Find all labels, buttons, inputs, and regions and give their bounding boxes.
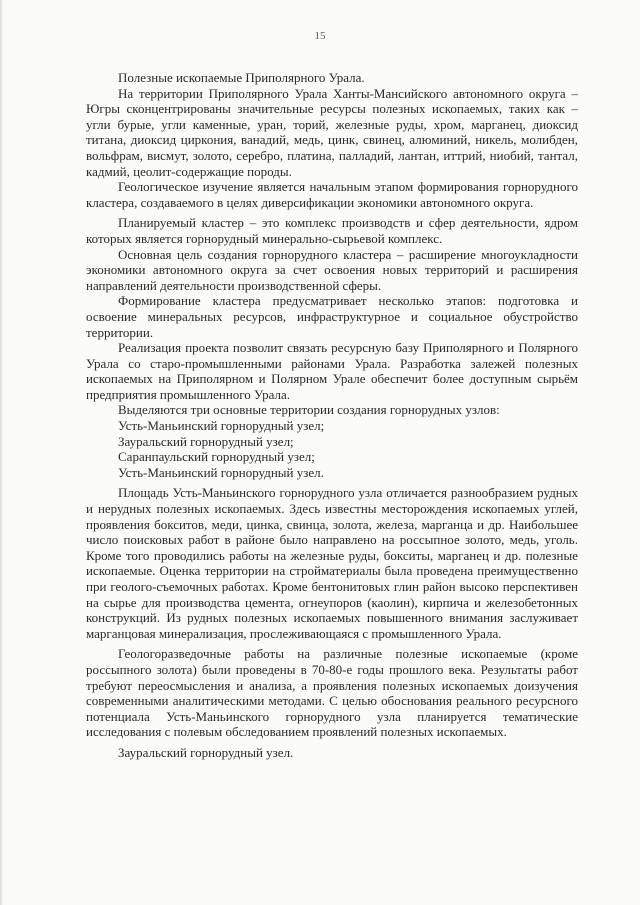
paragraph: На территории Приполярного Урала Ханты-Мансийского автономного округа – Югры сконцентрированы значительные ресурсы полезных ископаемых, таких как – угли бурые, угли каменные, уран, торий, железные руды, хром, марганец, диоксид титана, диоксид циркония, ванадий, медь, цинк, свинец, алюминий, никель, молибден, вольфрам, висмут, золото, серебро, платина, палладий, лантан, иттрий, ниобий, тантал, кадмий, цеолит-содержащие породы. xyxy=(86,85,578,179)
list-item: Усть-Маньинский горнорудный узел; xyxy=(118,418,325,434)
section-heading: Полезные ископаемые Приполярного Урала. xyxy=(118,70,365,85)
paragraph: Основная цель создания горнорудного кластера – расширение многоукладности экономики автономного округа за счет освоения новых территорий и расширения направлений деятельности производственной сферы. xyxy=(86,246,578,293)
paragraph: Выделяются три основные территории создания горнорудных узлов: xyxy=(118,402,500,418)
paragraph: Формирование кластера предусматривает несколько этапов: подготовка и освоение минеральных ресурсов, инфраструктурное и социальное обустройство территории. xyxy=(86,293,578,340)
page-number: 15 xyxy=(314,30,326,42)
subsection-heading: Усть-Маньинский горнорудный узел. xyxy=(118,464,324,480)
paragraph: Площадь Усть-Маньинского горнорудного узла отличается разнообразием рудных и нерудных полезных ископаемых. Здесь известны месторождения ископаемых углей, проявления бокситов, меди, цинка, свинца, золота, железа, марганца и др. Наибольшее число поисковых работ в районе было направлено на россыпное золото, медь, уголь. Кроме того проводились работы на железные руды, бокситы, марганец и др. полезные ископаемые. Оценка территории на стройматериалы была проведена преимущественно при геолого-съемочных работах. Кроме бентонитовых глин район высоко перспективен на сырье для производства цемента, огнеупоров (каолин), кирпича и железобетонных конструкций. Из рудных полезных ископаемых повышенного внимания заслуживает марганцовая минерализация, прослеживающаяся с промышленного Урала. xyxy=(86,485,578,641)
document-body xyxy=(86,70,578,761)
subsection-heading: Зауральский горнорудный узел. xyxy=(118,744,294,760)
paragraph: Геологоразведочные работы на различные полезные ископаемые (кроме россыпного золота) были проведены в 70-80-е годы прошлого века. Результаты работ требуют переосмысления и анализа, а проявления полезных ископаемых доизучения современными аналитическими методами. С целью обоснования реального ресурсного потенциала Усть-Маньинского горнорудного узла планируется тематические исследования с полевым обследованием проявлений полезных ископаемых. xyxy=(86,646,578,740)
list-item: Зауральский горнорудный узел; xyxy=(118,433,294,449)
paragraph: Планируемый кластер – это комплекс производств и сфер деятельности, ядром которых является горнорудный минерально-сырьевой комплекс. xyxy=(86,215,578,246)
paragraph: Реализация проекта позволит связать ресурсную базу Приполярного и Полярного Урала со старо-промышленными районами Урала. Разработка залежей полезных ископаемых на Приполярном и Полярном Урале обеспечит более доступным сырьём предприятия промышленного Урала. xyxy=(86,340,578,402)
paragraph: Геологическое изучение является начальным этапом формирования горнорудного кластера, создаваемого в целях диверсификации экономики автономного округа. xyxy=(86,179,578,210)
scan-edge xyxy=(0,0,3,905)
list-item: Саранпаульский горнорудный узел; xyxy=(118,449,315,465)
